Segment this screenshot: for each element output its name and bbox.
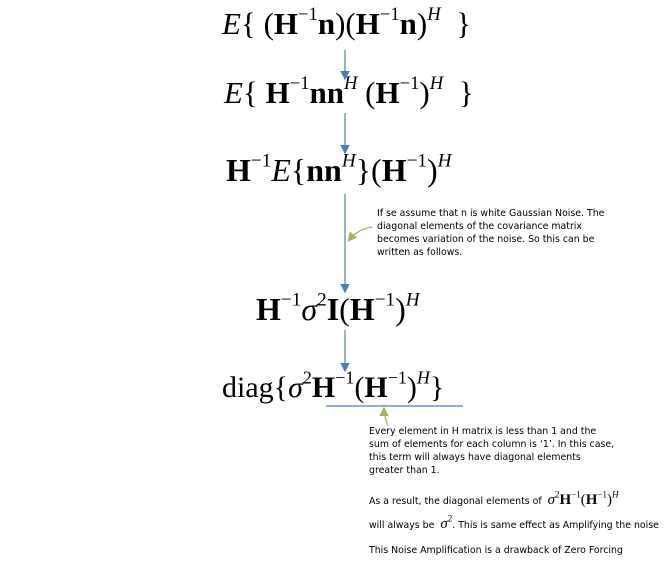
equation-white-noise: $H^{-1}\sigma^2I(H^{-1})^H$: [256, 289, 420, 327]
callout-arrow-h-inverse: [384, 409, 388, 426]
equation-factored: $H^{-1}E\{nn^H\}(H^{-1})^H$: [226, 150, 452, 188]
result-term: $\sigma^2H^{-1}(H^{-1})^H$: [547, 489, 619, 508]
note-h-inverse: Every element in H matrix is less than 1 and the sum of elements for each column is ‘1’. In this case, this term will always have diagonal elements greater than 1.: [369, 426, 615, 476]
callout-arrow-white-noise: [349, 227, 372, 240]
sigma-squared: $\sigma^2$: [440, 513, 453, 532]
note-white-noise: If se assume that n is white Gaussian Noise. The diagonal elements of the covariance matrix becomes variation of the noise. So this can be written as follows.: [377, 208, 605, 258]
equation-expectation-product: E{ $(H^{-1}n)(H^{-1}n)^H$ }: [222, 4, 472, 41]
equation-expectation-expanded: E{ $H^{-1}nn^H$ $(H^{-1})^H$ }: [224, 73, 474, 110]
equation-diag: $diag\{\sigma^2H^{-1}(H^{-1})^H\}$: [222, 367, 445, 404]
note-will-be: will always be $\sigma^2$. This is same effect as Amplifying the noise: [369, 513, 659, 532]
note-drawback: This Noise Amplification is a drawback of Zero Forcing: [369, 545, 623, 556]
note-result: As a result, the diagonal elements of $\sigma^2H^{-1}(H^{-1})^H$: [369, 489, 619, 508]
